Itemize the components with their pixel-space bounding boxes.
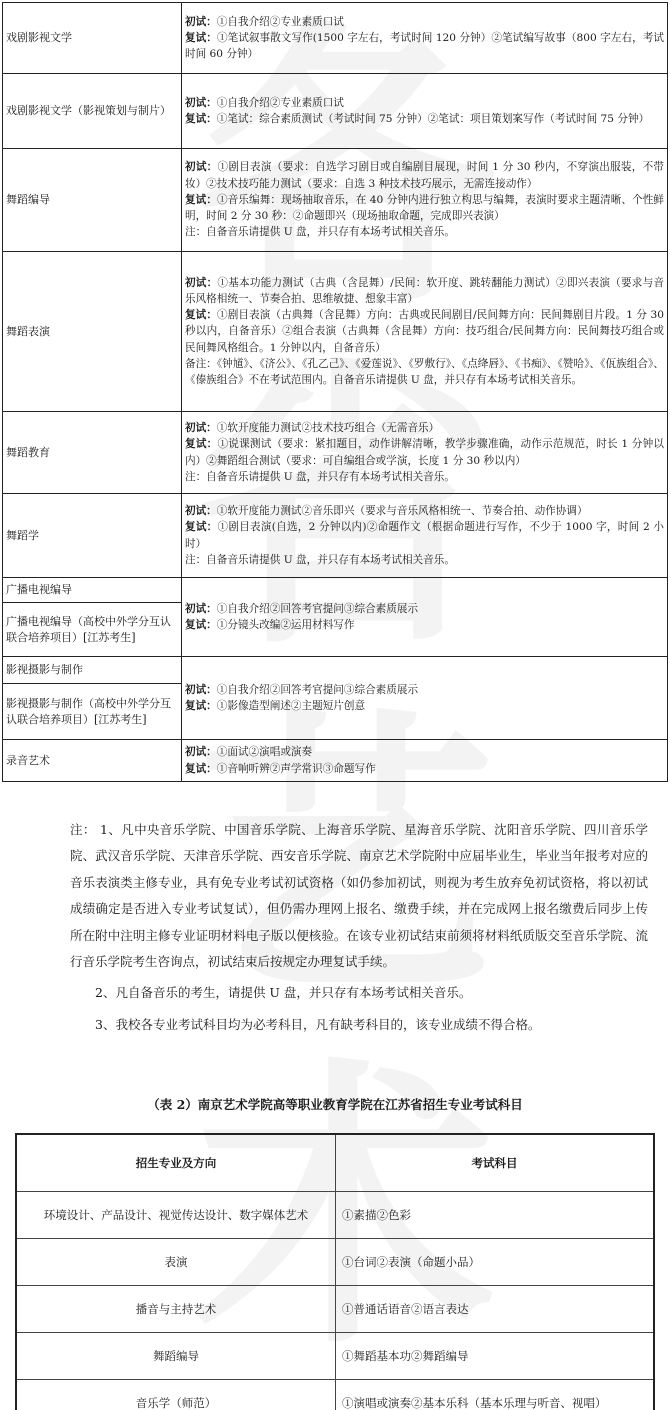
vocational-exam-table	[15, 1133, 655, 1410]
major-name: 舞蹈编导	[6, 193, 50, 206]
major-cell: 表演	[16, 1239, 336, 1286]
table-row	[3, 149, 668, 252]
exam-note: 注：自备音乐请提供 U 盘，并只存有本场考试相关音乐。	[185, 553, 455, 566]
exam-paragraph: 复试：①音乐编舞：现场抽取音乐，在 40 分钟内进行独立构思与编舞，表演时要求主题清晰、个性鲜明，时间 2 分 30 秒：②命题即兴（现场抽取命题，完成即兴表演）	[185, 193, 665, 223]
major-subcell	[3, 578, 181, 602]
subjects-cell: ①舞蹈基本功②舞蹈编导	[336, 1333, 655, 1380]
table-row	[16, 1239, 654, 1286]
major-cell	[3, 149, 182, 252]
exam-paragraph: 初试：①剧目表演（要求：自选学习剧目或自编剧目展现，时间 1 分 30 秒内，不穿演出服装，不带妆）②技术技巧能力测试（要求：自选 3 种技术技巧展示，无需连接动作）	[185, 161, 665, 190]
table-row	[3, 3, 668, 74]
exam-cell	[182, 740, 668, 782]
exam-paragraph: 初试：①软开度能力测试②音乐即兴（要求与音乐风格相统一、节奏合拍、动作协调）	[185, 505, 588, 518]
table-row	[16, 1380, 654, 1410]
exam-note: 备注：《钟馗》、《济公》、《孔乙己》、《爱莲说》、《罗敷行》、《点绛唇》、《书痴》、《赞哈》、《佤族组合》、《傣族组合》不在考试范围内。自备音乐请提供 U 盘，并只存有本场考试相关音乐。	[185, 357, 664, 386]
exam-paragraph: 初试：①自我介绍②专业素质口试	[185, 15, 344, 28]
major-name: 广播电视编导	[6, 583, 72, 596]
major-name: 戏剧影视文学	[6, 31, 72, 44]
exam-cell	[182, 657, 668, 740]
exam-cell	[182, 74, 668, 149]
major-cell: 环境设计、产品设计、视觉传达设计、数字媒体艺术	[16, 1192, 336, 1239]
exam-cell	[182, 149, 668, 252]
table-row	[3, 740, 668, 782]
exam-paragraph: 初试：①基本功能力测试（古典（含昆舞）/民间：软开度、跳转翻能力测试）②即兴表演（要求与音乐风格相统一、节奏合拍、思维敏捷、想象丰富）	[185, 276, 664, 305]
major-cell: 播音与主持艺术	[16, 1286, 336, 1333]
table-row	[3, 412, 668, 494]
major-cell	[3, 252, 182, 412]
major-name: 影视摄影与制作	[6, 663, 83, 676]
major-subcell	[3, 683, 181, 739]
exam-note: 注：自备音乐请提供 U 盘，并只存有本场考试相关音乐。	[185, 470, 455, 483]
exam-paragraph: 复试：①笔试叙事散文写作(1500 字左右，考试时间 120 分钟）②笔试编写故事（800 字左右，考试时间 60 分钟）	[185, 31, 664, 61]
major-subcell	[3, 602, 181, 656]
note-item: 注： 1、凡中央音乐学院、中国音乐学院、上海音乐学院、星海音乐学院、沈阳音乐学院、四川音乐学院、武汉音乐学院、天津音乐学院、西安音乐学院、南京艺术学院附中应届毕业生，毕业当年报考对应的音乐表演类主修专业，具有免专业考试初试资格（如仍参加初试，则视为考生放弃免初试资格，将以初试成绩确定是否进入专业考试复试），但仍需办理网上报名、缴费手续，并在完成网上报名缴费后同步上传所在附中注明主修专业证明材料电子版以便核验。在该专业初试结束前须将材料纸质版交至音乐学院、流行音乐学院考生咨询点，初试结束后按规定办理复试手续。	[70, 822, 648, 970]
major-cell: 舞蹈编导	[16, 1333, 336, 1380]
exam-paragraph: 复试：①影像造型阐述②主题短片创意	[185, 700, 366, 712]
major-name: 舞蹈表演	[6, 324, 50, 338]
table-row	[16, 1192, 654, 1239]
exam-paragraph: 复试：①说课测试（要求：紧扣题目，动作讲解清晰，教学步骤准确，动作示范规范，时长 1 分钟以内）②舞蹈组合测试（要求：可自编组合或学演，长度 1 分 30 秒以内）	[185, 438, 664, 467]
major-name: 舞蹈学	[6, 528, 39, 542]
major-name: 广播电视编导（高校中外学分互认联合培养项目）[江苏考生]	[6, 614, 171, 644]
exam-cell	[182, 494, 668, 578]
major-cell	[3, 494, 182, 578]
exam-paragraph: 复试：①分镜头改编②运用材料写作	[185, 619, 355, 631]
major-cell	[3, 74, 182, 149]
subjects-cell: ①普通话语音②语言表达	[336, 1286, 655, 1333]
major-subcell	[3, 657, 181, 683]
notes-section	[70, 817, 648, 1038]
exam-paragraph: 复试：①剧目表演（古典舞（含昆舞）方向：古典或民间剧目/民间舞方向：民间舞剧目片段。1 分 30 秒以内，自备音乐）②组合表演（古典舞（含昆舞）方向：技巧组合/民间舞方向：民间舞技巧组合或民间舞风格组合。1 分钟以内，自备音乐）	[185, 309, 665, 354]
exam-subjects-table	[2, 2, 668, 782]
table-row	[3, 252, 668, 412]
major-cell	[3, 3, 182, 74]
exam-cell	[182, 412, 668, 494]
table-row	[16, 1333, 654, 1380]
table-row	[3, 74, 668, 149]
table-row	[3, 657, 668, 740]
table-caption: （表 2）南京艺术学院高等职业教育学院在江苏省招生专业考试科目	[147, 1097, 523, 1112]
major-name: 录音艺术	[6, 753, 50, 767]
exam-note: 注：自备音乐请提供 U 盘，并只存有本场考试相关音乐。	[185, 226, 455, 239]
exam-paragraph: 复试：①剧目表演(自选，2 分钟以内)②命题作文（根据命题进行写作，不少于 1000 字，时间 2 小时）	[185, 521, 665, 550]
major-cell: 音乐学（师范）	[16, 1380, 336, 1410]
major-cell	[3, 412, 182, 494]
exam-paragraph: 初试：①软开度能力测试②技术技巧组合（无需音乐）	[185, 422, 440, 435]
subjects-cell: ①素描②色彩	[336, 1192, 655, 1239]
table-row	[3, 494, 668, 578]
exam-paragraph: 初试：①自我介绍②专业素质口试	[185, 96, 344, 109]
table-row	[3, 578, 668, 657]
exam-paragraph: 初试：①自我介绍②回答考官提问③综合素质展示	[185, 683, 419, 696]
note-item: 2、凡自备音乐的考生，请提供 U 盘，并只存有本场考试相关音乐。	[95, 985, 472, 1001]
major-cell	[3, 740, 182, 782]
subjects-cell: ①台词②表演（命题小品）	[336, 1239, 655, 1286]
table-header-row	[16, 1134, 654, 1192]
column-header: 考试科目	[336, 1134, 655, 1192]
subjects-cell: ①演唱或演奏②基本乐科（基本乐理与听音、视唱）	[336, 1380, 655, 1410]
exam-paragraph: 复试：①音响听辨②声学常识③命题写作	[185, 762, 376, 775]
exam-cell	[182, 3, 668, 74]
exam-cell	[182, 252, 668, 412]
major-cell	[3, 657, 182, 740]
major-name: 舞蹈教育	[6, 445, 50, 459]
table-row	[16, 1286, 654, 1333]
exam-paragraph: 初试：①自我介绍②回答考官提问③综合素质展示	[185, 602, 419, 615]
exam-paragraph: 复试：①笔试：综合素质测试（考试时间 75 分钟）②笔试：项目策划案写作（考试时间 75 分钟）	[185, 113, 650, 125]
major-cell	[3, 578, 182, 657]
column-header: 招生专业及方向	[16, 1134, 336, 1192]
major-name: 戏剧影视文学（影视策划与制片）	[6, 104, 171, 117]
exam-paragraph: 初试：①面试②演唱或演奏	[185, 746, 313, 759]
exam-cell	[182, 578, 668, 657]
note-item: 3、我校各专业考试科目均为必考科目，凡有缺考科目的，该专业成绩不得合格。	[95, 1016, 541, 1032]
major-name: 影视摄影与制作（高校中外学分互认联合培养项目）[江苏考生]	[6, 696, 171, 726]
